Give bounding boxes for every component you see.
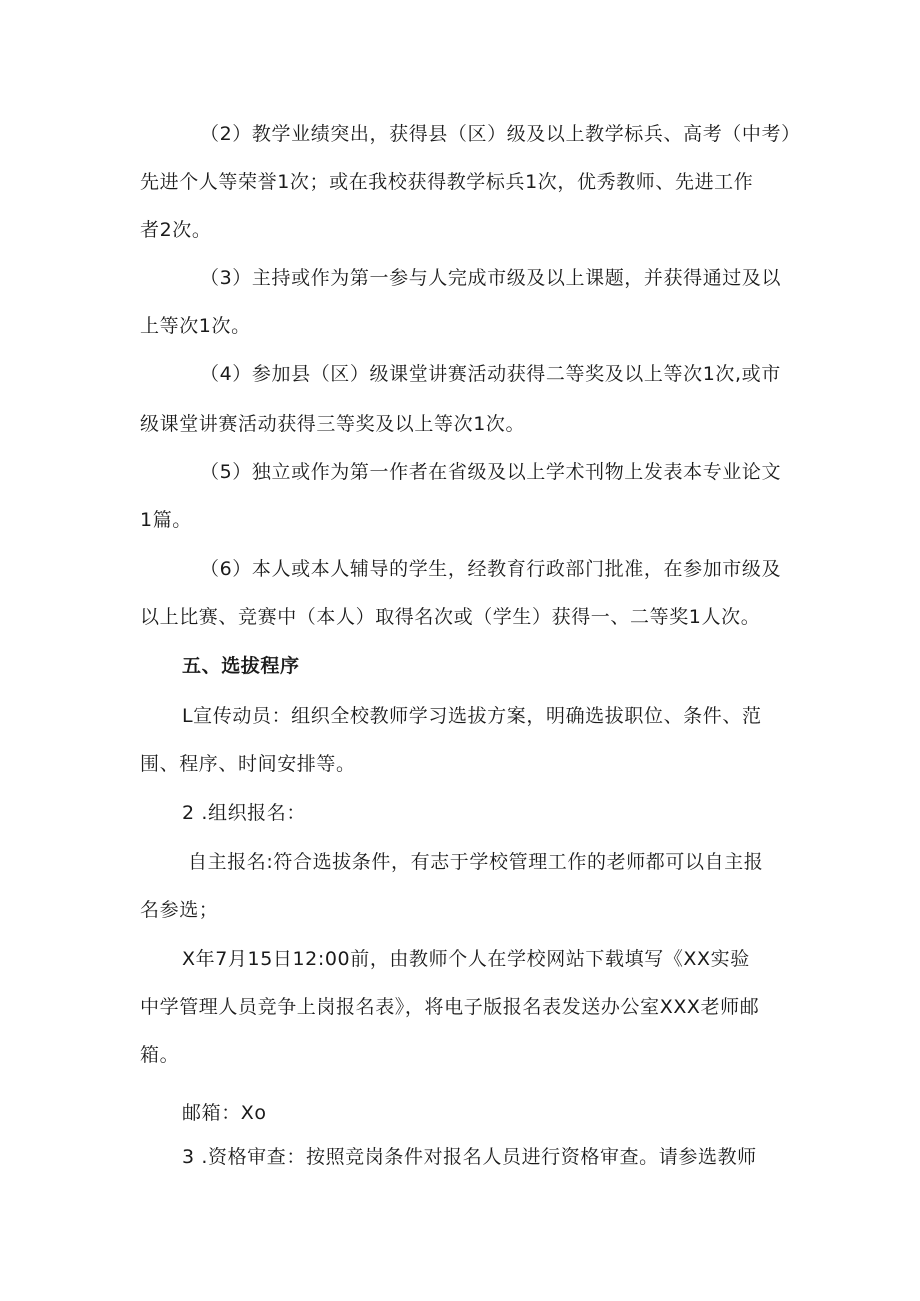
paragraph-line: 2 .组织报名： — [182, 802, 306, 824]
paragraph-line: （2）教学业绩突出，获得县（区）级及以上教学标兵、高考（中考） — [200, 123, 801, 145]
paragraph-line: （5）独立或作为第一作者在省级及以上学术刊物上发表本专业论文 — [200, 461, 782, 483]
paragraph-line: （6）本人或本人辅导的学生，经教育行政部门批准，在参加市级及 — [200, 558, 782, 580]
paragraph-line: X年7月15日12:00前，由教师个人在学校网站下载填写《XX实验 — [182, 948, 750, 970]
paragraph-line: 中学管理人员竞争上岗报名表》，将电子版报名表发送办公室XXX老师邮 — [140, 996, 760, 1018]
paragraph-line: 箱。 — [140, 1044, 180, 1066]
paragraph-line: 先进个人等荣誉1次；或在我校获得教学标兵1次，优秀教师、先进工作 — [140, 171, 754, 193]
paragraph-line: 邮箱：Xo — [182, 1102, 267, 1124]
paragraph-line: 自主报名:符合选拔条件，有志于学校管理工作的老师都可以自主报 — [188, 851, 764, 873]
section-heading: 五、选拔程序 — [182, 655, 300, 677]
paragraph-line: 以上比赛、竞赛中（本人）取得名次或（学生）获得一、二等奖1人次。 — [140, 606, 761, 628]
paragraph-line: （3）主持或作为第一参与人完成市级及以上课题，并获得通过及以 — [200, 267, 782, 289]
paragraph-line: 3 .资格审查：按照竞岗条件对报名人员进行资格审查。请参选教师 — [182, 1146, 757, 1168]
paragraph-line: 上等次1次。 — [140, 315, 251, 337]
paragraph-line: 者2次。 — [140, 219, 212, 241]
paragraph-line: 级课堂讲赛活动获得三等奖及以上等次1次。 — [140, 413, 526, 435]
paragraph-line: L宣传动员：组织全校教师学习选拔方案，明确选拔职位、条件、范 — [182, 705, 762, 727]
paragraph-line: 1篇。 — [140, 509, 192, 531]
paragraph-line: 围、程序、时间安排等。 — [140, 753, 356, 775]
paragraph-line: 名参选； — [140, 899, 219, 921]
paragraph-line: （4）参加县（区）级课堂讲赛活动获得二等奖及以上等次1次,或市 — [200, 363, 781, 385]
